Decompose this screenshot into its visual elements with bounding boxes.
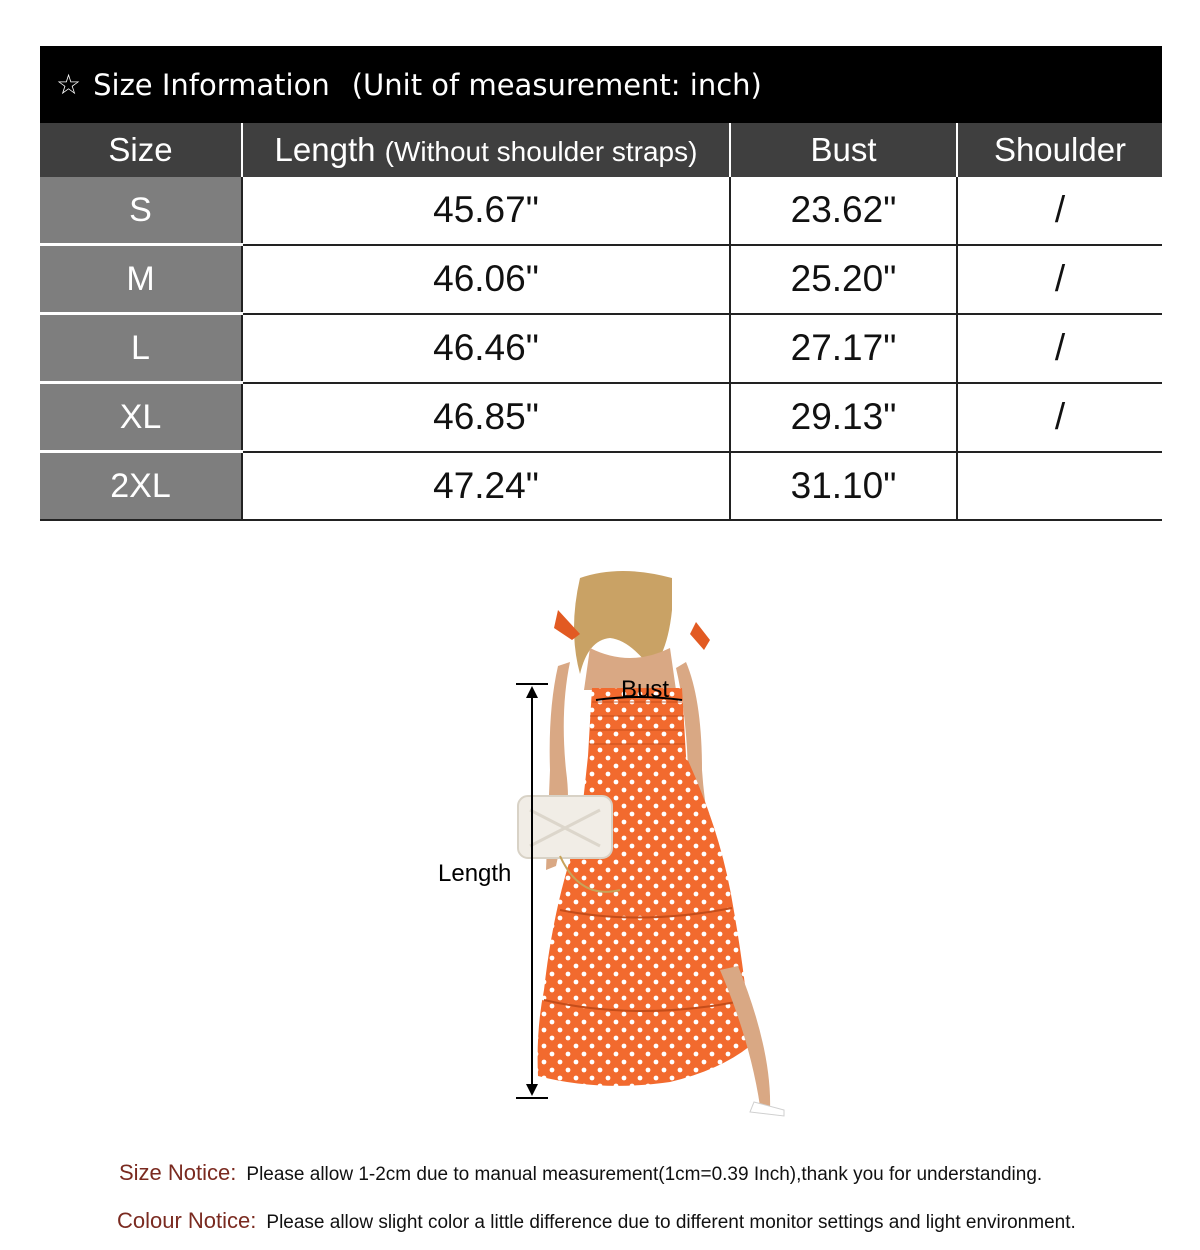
bust-cell: 27.17" bbox=[730, 314, 957, 383]
col-header-bust: Bust bbox=[730, 123, 957, 177]
bust-label: Bust bbox=[621, 676, 670, 703]
colour-notice-text: Please allow slight color a little difference due to different monitor settings and light environment. bbox=[266, 1212, 1076, 1233]
table-row bbox=[40, 383, 1162, 452]
dress-illustration bbox=[420, 570, 840, 1130]
col-header-length bbox=[242, 123, 730, 177]
length-cell: 46.06" bbox=[242, 245, 730, 314]
size-notice bbox=[119, 1160, 1042, 1186]
table-header-row bbox=[40, 123, 1162, 177]
size-cell: M bbox=[40, 245, 242, 314]
size-cell: 2XL bbox=[40, 452, 242, 521]
bust-cell: 25.20" bbox=[730, 245, 957, 314]
col-header-shoulder: Shoulder bbox=[957, 123, 1162, 177]
dress-drawing bbox=[420, 570, 840, 1130]
size-cell: L bbox=[40, 314, 242, 383]
star-icon: ☆ bbox=[56, 68, 82, 101]
table-row bbox=[40, 177, 1162, 245]
col-header-size: Size bbox=[40, 123, 242, 177]
length-cell: 45.67" bbox=[242, 177, 730, 245]
colour-notice bbox=[117, 1208, 1076, 1234]
size-notice-heading: Size Notice: bbox=[119, 1160, 237, 1185]
unit-note: (Unit of measurement: inch) bbox=[351, 67, 762, 102]
table-row bbox=[40, 245, 1162, 314]
length-cell: 46.85" bbox=[242, 383, 730, 452]
length-cell: 47.24" bbox=[242, 452, 730, 521]
size-info-title: Size Information bbox=[93, 67, 330, 102]
colour-notice-heading: Colour Notice: bbox=[117, 1208, 257, 1233]
size-cell: XL bbox=[40, 383, 242, 452]
size-table bbox=[40, 123, 1162, 521]
size-cell: S bbox=[40, 177, 242, 245]
shoulder-cell: / bbox=[957, 314, 1162, 383]
length-header-note: (Without shoulder straps) bbox=[384, 136, 698, 167]
table-row bbox=[40, 452, 1162, 521]
bust-cell: 23.62" bbox=[730, 177, 957, 245]
bust-cell: 31.10" bbox=[730, 452, 957, 521]
size-info-title-bar bbox=[40, 46, 1162, 123]
shoulder-cell bbox=[957, 452, 1162, 521]
length-header-label: Length bbox=[274, 131, 376, 168]
length-cell: 46.46" bbox=[242, 314, 730, 383]
length-label: Length bbox=[438, 860, 512, 887]
shoulder-cell: / bbox=[957, 245, 1162, 314]
shoulder-cell: / bbox=[957, 383, 1162, 452]
bust-cell: 29.13" bbox=[730, 383, 957, 452]
dress-shape bbox=[538, 688, 750, 1086]
shoulder-cell: / bbox=[957, 177, 1162, 245]
size-notice-text: Please allow 1-2cm due to manual measurement(1cm=0.39 Inch),thank you for understanding. bbox=[246, 1164, 1043, 1185]
table-row bbox=[40, 314, 1162, 383]
